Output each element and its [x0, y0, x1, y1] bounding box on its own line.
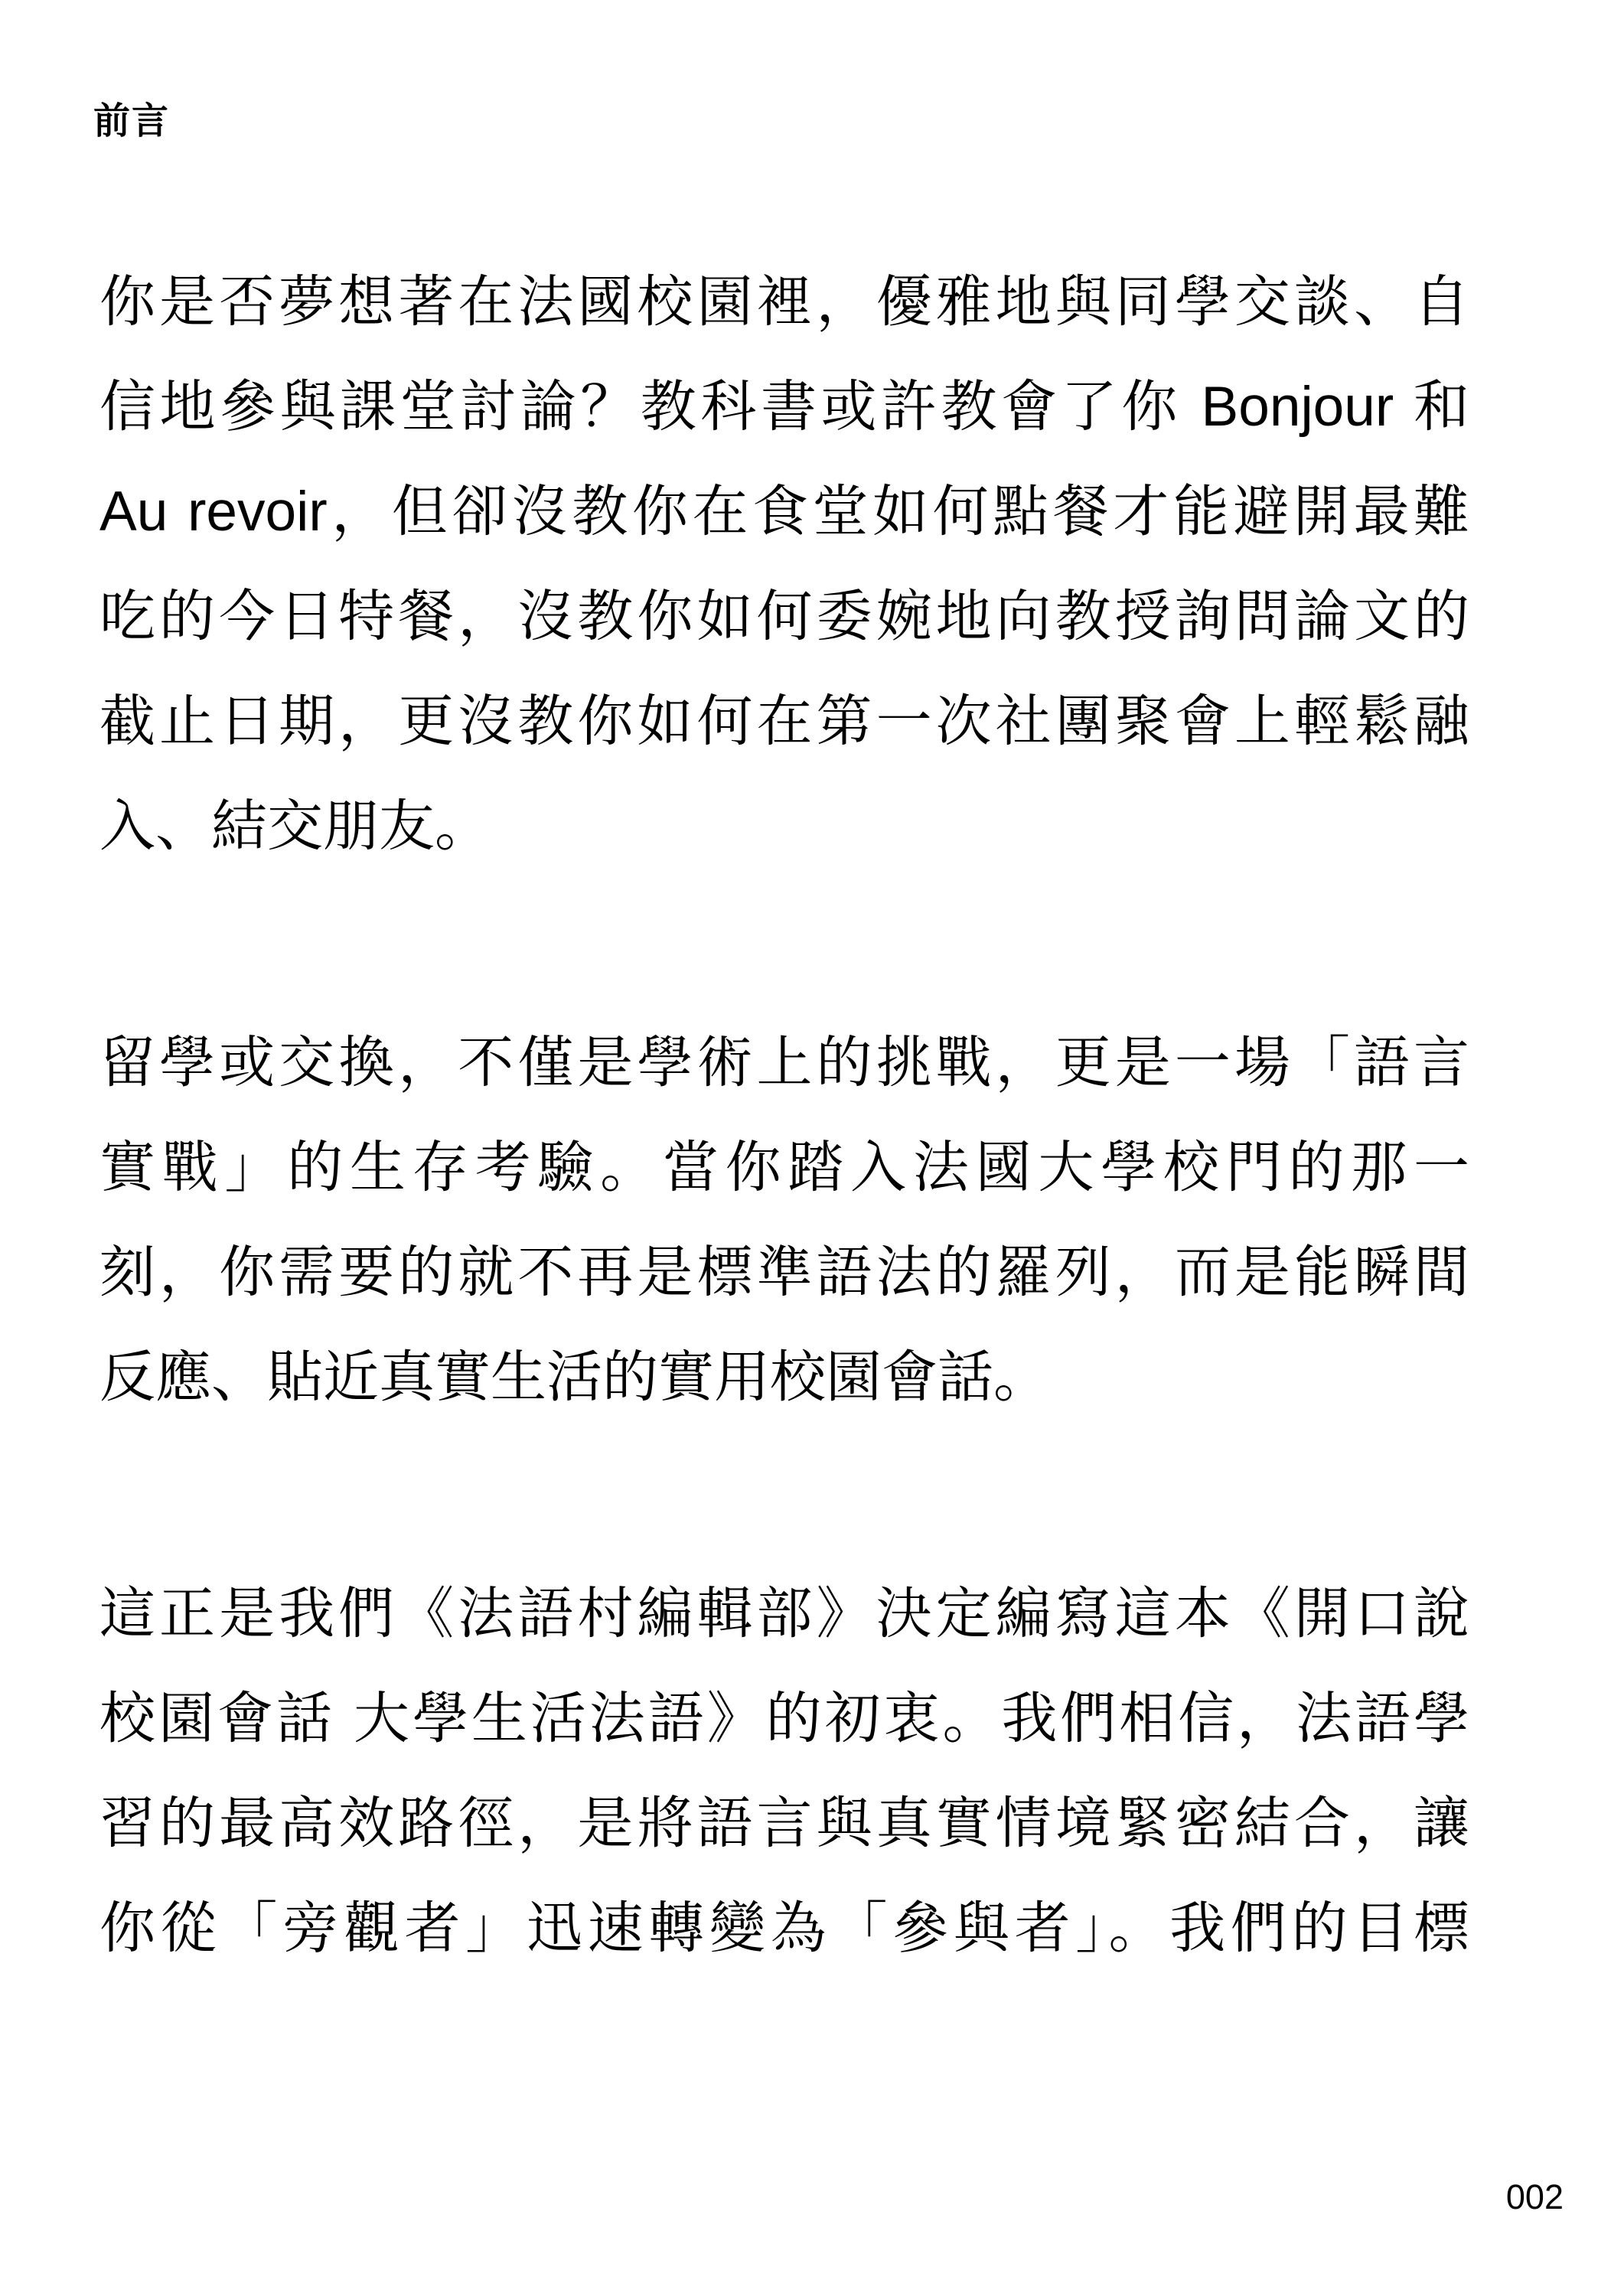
text-line: 你是否夢想著在法國校園裡，優雅地與同學交談、自	[99, 271, 1469, 333]
text-line: 吃的今日特餐，沒教你如何委婉地向教授詢問論文的	[99, 585, 1469, 647]
paragraph-2	[99, 1010, 1469, 1430]
text-line: 刻，你需要的就不再是標準語法的羅列，而是能瞬間	[99, 1241, 1469, 1303]
paragraph-1	[99, 249, 1469, 879]
text-line: 習的最高效路徑，是將語言與真實情境緊密結合，讓	[99, 1792, 1469, 1854]
text-line: 你從「旁觀者」迅速轉變為「參與者」。我們的目標	[99, 1897, 1469, 1959]
body-text	[99, 249, 1469, 1981]
text-line: 入、結交朋友。	[99, 795, 491, 857]
text-line: 留學或交換，不僅是學術上的挑戰，更是一場「語言	[99, 1032, 1469, 1094]
text-line: 截止日期，更沒教你如何在第一次社團聚會上輕鬆融	[99, 690, 1469, 752]
page-number: 002	[1505, 2177, 1564, 2216]
text-line: 這正是我們《法語村編輯部》決定編寫這本《開口說	[99, 1583, 1469, 1645]
text-line: Au revoir，但卻沒教你在食堂如何點餐才能避開最難	[99, 481, 1469, 543]
text-line: 反應、貼近真實生活的實用校園會話。	[99, 1346, 1049, 1408]
paragraph-3	[99, 1561, 1469, 1981]
text-line: 校園會話 大學生活法語》的初衷。我們相信，法語學	[99, 1688, 1469, 1750]
text-line: 實戰」的生存考驗。當你踏入法國大學校門的那一	[99, 1137, 1469, 1199]
page-title: 前言	[93, 101, 171, 142]
text-line: 信地參與課堂討論？教科書或許教會了你 Bonjour 和	[99, 376, 1469, 438]
